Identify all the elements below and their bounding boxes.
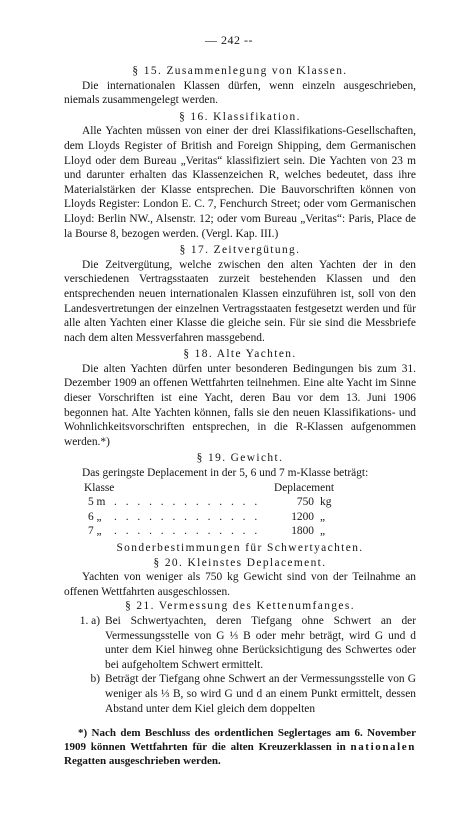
table-row <box>64 495 416 510</box>
row-unit: „ <box>320 525 326 538</box>
page-content <box>64 64 416 768</box>
item-label: 1. a) <box>79 614 100 627</box>
section-15-text: Die internationalen Klassen dürfen, wenn einzeln ausgeschrieben, niemals zusammengelegt werden. <box>64 79 416 107</box>
row-unit: „ <box>320 510 326 523</box>
row-leader: . . . . . . . . . . . . . <box>114 510 261 523</box>
row-value: 1800 <box>291 525 314 538</box>
section-16-text: Alle Yachten müssen von einer der drei Klassifikations-Gesellschaften, dem Lloyds Register of British and Foreign Shipping, dem Germanischen Lloyd oder dem Bureau „Veritas“ klassifiziert sein. Die Yachten von 23 m und darunter erhalten das Klassenzeichen R, welches bedeutet, dass ihre Materialstärken der Klasse entsprechen. Die Bauvorschriften können von Lloyds Register: London E. C. 7, Fenchurch Street; oder vom Germanischen Lloyd: Berlin NW., Alsenstr. 12; oder vom Bureau „Veritas“: Paris, Place de la Bourse 8, bezogen werden. (Vergl. Kap. III.) <box>64 125 416 240</box>
footnote <box>64 726 416 768</box>
section-19-intro: Das geringste Deplacement in der 5, 6 und 7 m-Klasse beträgt: <box>82 467 369 480</box>
item-label: b) <box>90 673 100 686</box>
page-number: — 242 -- <box>205 33 253 47</box>
table-row <box>64 524 416 539</box>
row-leader: . . . . . . . . . . . . . <box>114 525 261 538</box>
displacement-table-header <box>64 481 416 496</box>
section-21-heading: § 21. Vermessung des Kettenumfanges. <box>125 600 355 613</box>
row-value: 1200 <box>291 510 314 523</box>
row-class: 7 „ <box>88 525 102 538</box>
section-16-heading: § 16. Klassifikation. <box>179 110 301 123</box>
item-text: Beträgt der Tiefgang ohne Schwert an der Vermessungsstelle von G weniger als ⅓ B, so wird G und d an einem Punkt ermittelt, dessen Abstand unter dem Kiel gleich dem doppelten <box>105 673 416 715</box>
footnote-text-end: Regatten ausgeschrieben werden. <box>64 755 221 768</box>
footnote-text: *) Nach dem Beschluss des ordentlichen Seglertages am 6. November 1909 können Wettfahrten für die alten Kreuzerklassen in <box>64 727 416 754</box>
section-17-text: Die Zeitvergütung, welche zwischen den alten Yachten der in den verschiedenen Vertragsstaaten zurzeit bestehenden Klassen und den entsprechenden neuen internationalen Klassen einzuführen ist, soll von den Landesvertretungen der einzelnen Vertragsstaaten festgesetzt werden und für alle alten Yachten einer Klasse die gleiche sein. Für sie sind die Messbriefe nach dem alten Messverfahren massgebend. <box>64 258 416 344</box>
table-row <box>64 510 416 525</box>
row-value: 750 <box>296 496 314 509</box>
item-text: Bei Schwertyachten, deren Tiefgang ohne Schwert an der Vermessungsstelle von G ⅓ B oder mehr beträgt, wird G und d unter dem Kiel hinweg ohne Berücksichtigung des Schwertes oder bei aufgeholtem Schwert ermittelt. <box>105 614 416 671</box>
column-class: Klasse <box>84 481 115 494</box>
section-18-heading: § 18. Alte Yachten. <box>183 348 297 361</box>
list-item <box>64 672 416 716</box>
section-18-text: Die alten Yachten dürfen unter besonderen Bedingungen bis zum 31. Dezember 1909 an offenen Wettfahrten teilnehmen. Eine alte Yacht im Sinne dieser Vorschriften ist eine Yacht, deren Bau vor dem 13. Juni 1906 begonnen hat. Alte Yachten können, falls sie den neuen Klassifikations- und Wohnlichkeitsvorschriften entsprechen, in die R-Klassen aufgenommen werden.*) <box>64 362 416 448</box>
section-15-heading: § 15. Zusammenlegung von Klassen. <box>132 65 348 77</box>
row-class: 6 „ <box>88 510 102 523</box>
column-displacement: Deplacement <box>274 481 335 494</box>
row-class: 5 m <box>88 496 106 509</box>
section-20-heading: § 20. Kleinstes Deplacement. <box>153 556 327 569</box>
row-unit: kg <box>320 496 332 509</box>
section-17-heading: § 17. Zeitvergütung. <box>179 244 301 257</box>
list-item <box>64 614 416 672</box>
row-leader: . . . . . . . . . . . . . <box>114 496 261 509</box>
special-provisions-heading: Sonderbestimmungen für Schwertyachten. <box>116 542 364 554</box>
section-19-heading: § 19. Gewicht. <box>196 452 284 465</box>
footnote-emphasis: nationalen <box>350 741 416 754</box>
section-20-text: Yachten von weniger als 750 kg Gewicht sind von der Teilnahme an offenen Wettfahrten ausgeschlossen. <box>64 571 416 598</box>
